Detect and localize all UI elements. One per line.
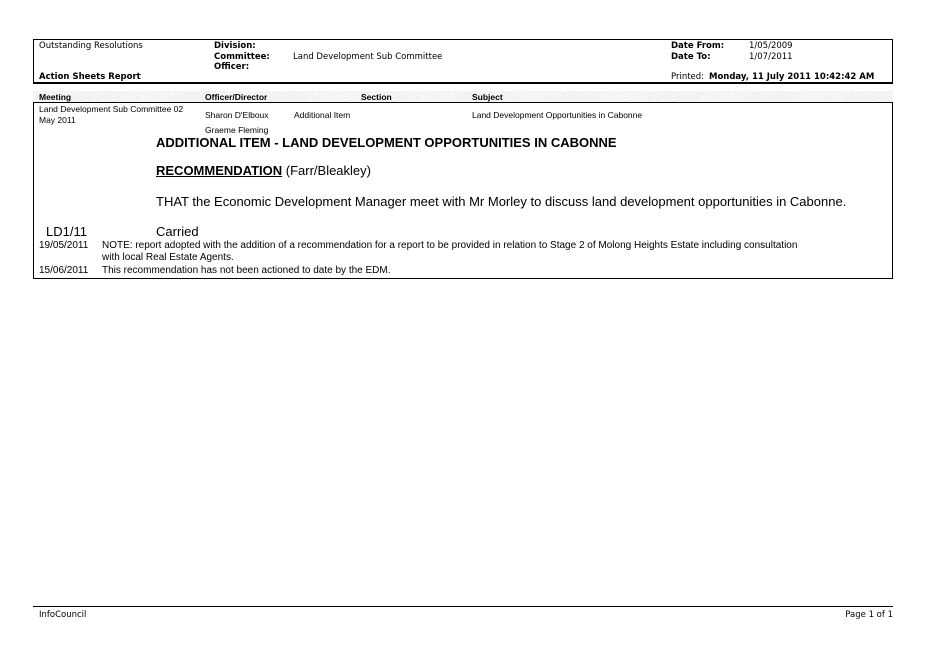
item-title: ADDITIONAL ITEM - LAND DEVELOPMENT OPPORTUNITIES IN CABONNE: [156, 135, 617, 150]
note-text: This recommendation has not been actioned to date by the EDM.: [102, 265, 391, 276]
footer-app-name: InfoCouncil: [39, 610, 87, 620]
printed-label: Printed:: [671, 72, 705, 82]
meeting-name: Land Development Sub Committee 02: [39, 104, 184, 114]
recommendation-label: RECOMMENDATION: [156, 163, 283, 178]
table-header-row: [33, 91, 893, 103]
column-header-subject: Subject: [472, 92, 503, 102]
section-value: Additional Item: [294, 110, 351, 120]
column-header-meeting: Meeting: [39, 92, 72, 102]
report-name: Action Sheets Report: [39, 72, 141, 82]
note-date: 19/05/2011: [39, 240, 89, 251]
printed-value: Monday, 11 July 2011 10:42:42 AM: [709, 72, 875, 82]
column-header-section: Section: [361, 92, 392, 102]
header-divider: [33, 83, 893, 84]
officer-name: Sharon D'Elboux: [205, 110, 269, 120]
note-text-continued: with local Real Estate Agents.: [102, 252, 234, 263]
subject-value: Land Development Opportunities in Cabonne: [472, 110, 643, 120]
date-from-value: 1/05/2009: [749, 41, 793, 51]
division-label: Division:: [214, 41, 256, 51]
resolution-text: THAT the Economic Development Manager meet with Mr Morley to discuss land development opportunities in Cabonne.: [156, 194, 847, 209]
resolution-status: Carried: [156, 224, 199, 239]
recommendation-movers: (Farr/Bleakley): [282, 163, 371, 178]
committee-value: Land Development Sub Committee: [293, 52, 443, 62]
note-date: 15/06/2011: [39, 265, 89, 276]
resolution-number: LD1/11: [46, 224, 87, 239]
note-text: NOTE: report adopted with the addition of a recommendation for a report to be provided in relation to Stage 2 of Molong Heights Estate including consultation: [102, 240, 798, 251]
column-header-officer: Officer/Director: [205, 92, 268, 102]
director-name: Graeme Fleming: [205, 125, 269, 135]
page-number: Page 1 of 1: [845, 610, 893, 620]
officer-label: Officer:: [214, 62, 250, 72]
date-from-label: Date From:: [671, 41, 725, 51]
meeting-date: May 2011: [39, 115, 76, 125]
date-to-label: Date To:: [671, 52, 711, 62]
report-type: Outstanding Resolutions: [39, 41, 143, 51]
date-to-value: 1/07/2011: [749, 52, 793, 62]
recommendation-heading: [156, 163, 371, 178]
committee-label: Committee:: [214, 52, 270, 62]
footer-divider: [33, 606, 893, 607]
